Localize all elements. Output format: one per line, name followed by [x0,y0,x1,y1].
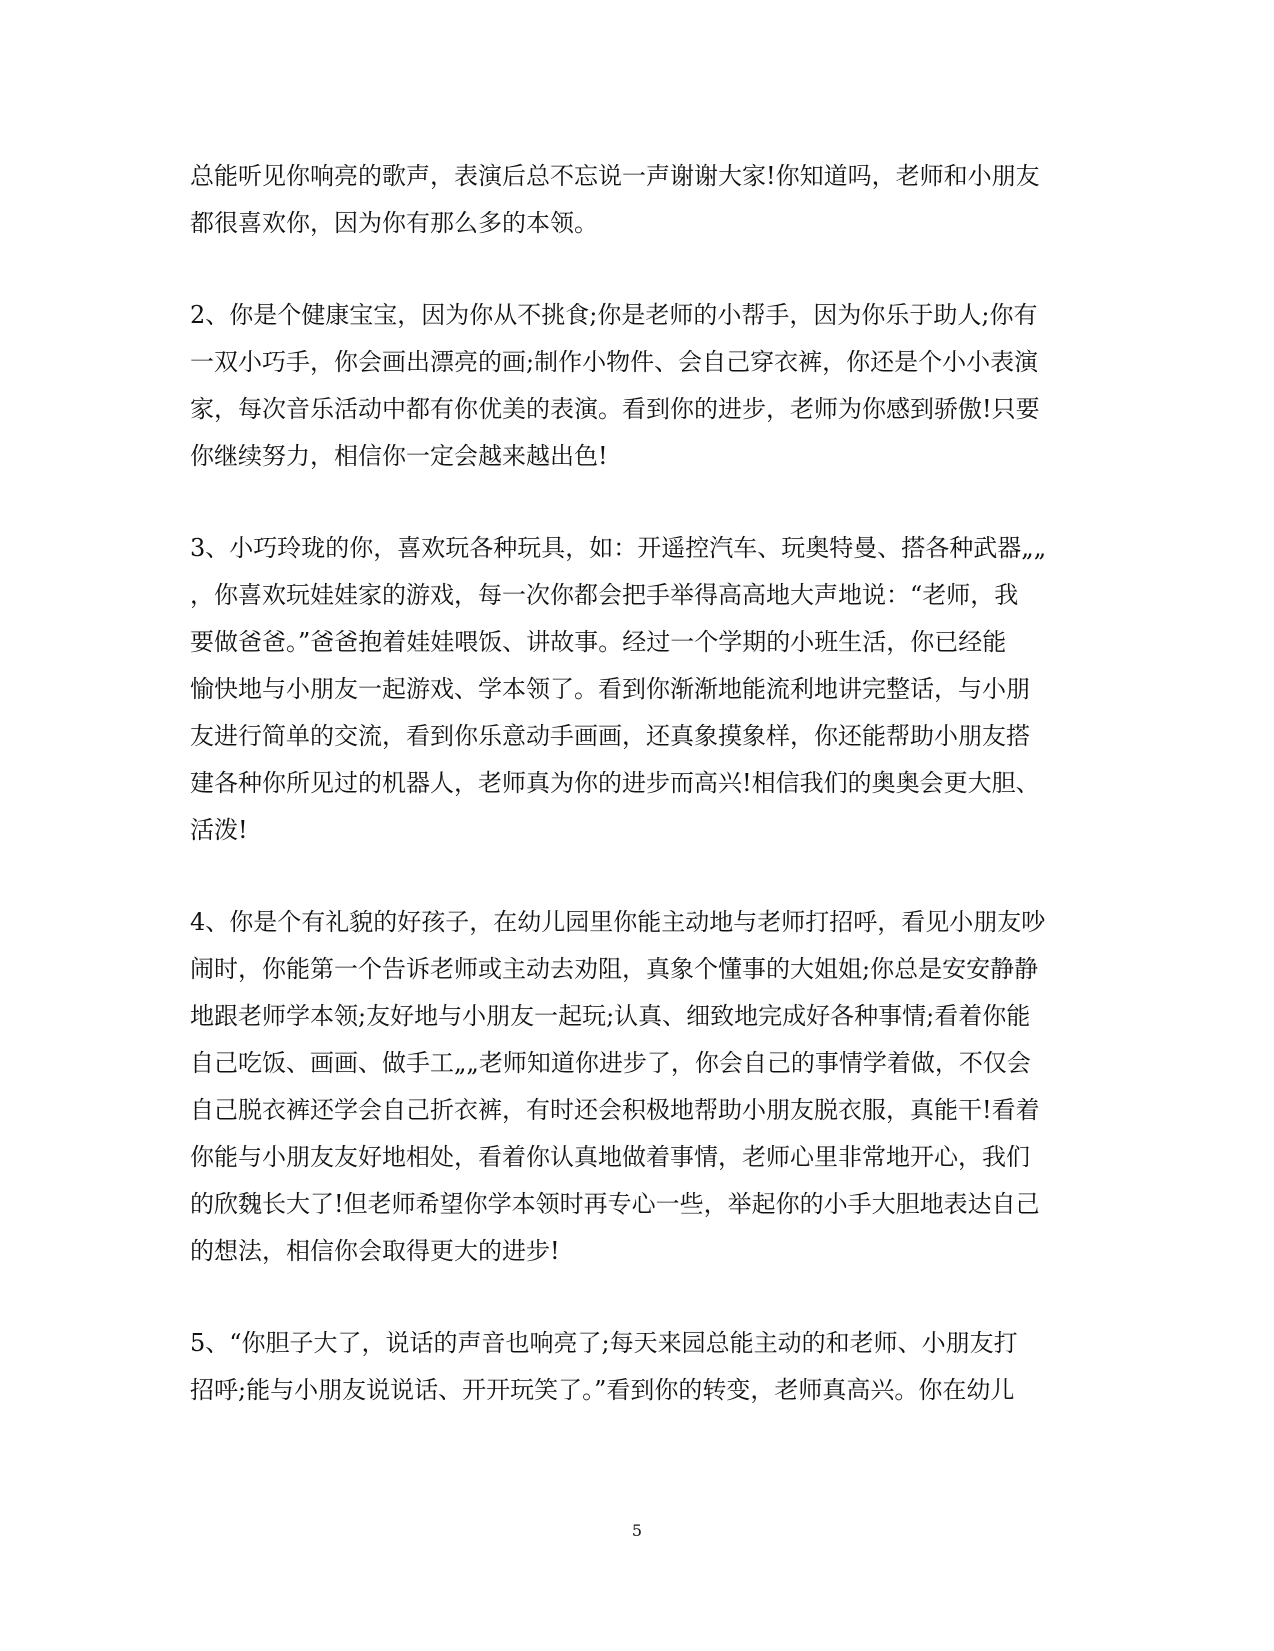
text-line: 建各种你所见过的机器人，老师真为你的进步而高兴!相信我们的奥奥会更大胆、 [190,769,1040,797]
text-line: 的欣魏长大了!但老师希望你学本领时再专心一些，举起你的小手大胆地表达自己 [190,1190,1040,1218]
text-line: 愉快地与小朋友一起游戏、学本领了。看到你渐渐地能流利地讲完整话，与小朋 [190,675,1030,703]
text-line: 都很喜欢你，因为你有那么多的本领。 [190,209,598,237]
text-line: 活泼! [190,816,248,844]
text-line: 友进行简单的交流，看到你乐意动手画画，还真象摸象样，你还能帮助小朋友搭 [190,722,1030,750]
text-line: 的想法，相信你会取得更大的进步! [190,1237,560,1265]
text-line: 地跟老师学本领;友好地与小朋友一起玩;认真、细致地完成好各种事情;看着你能 [190,1002,1031,1030]
text-line: 一双小巧手，你会画出漂亮的画;制作小物件、会自己穿衣裤，你还是个小小表演 [190,348,1039,376]
page-number: 5 [631,1521,643,1540]
text-line: ，你喜欢玩娃娃家的游戏，每一次你都会把手举得高高地大声地说：“老师，我 [190,581,1019,609]
text-line: 2、你是个健康宝宝，因为你从不挑食;你是老师的小帮手，因为你乐于助人;你有 [190,301,1038,329]
text-line: 3、小巧玲珑的你，喜欢玩各种玩具，如：开遥控汽车、玩奥特曼、搭各种武器„„ [190,534,1047,562]
text-line: 你继续努力，相信你一定会越来越出色! [190,442,608,470]
text-line: 5、“你胆子大了，说话的声音也响亮了;每天来园总能主动的和老师、小朋友打 [190,1329,1018,1357]
text-line: 要做爸爸。”爸爸抱着娃娃喂饭、讲故事。经过一个学期的小班生活，你已经能 [190,628,1007,656]
text-line: 总能听见你响亮的歌声，表演后总不忘说一声谢谢大家!你知道吗，老师和小朋友 [190,162,1040,190]
text-line: 闹时，你能第一个告诉老师或主动去劝阻，真象个懂事的大姐姐;你总是安安静静 [190,955,1039,983]
text-line: 4、你是个有礼貌的好孩子，在幼儿园里你能主动地与老师打招呼，看见小朋友吵 [190,908,1046,936]
text-line: 自己吃饭、画画、做手工„„老师知道你进步了，你会自己的事情学着做，不仅会 [190,1049,1031,1077]
text-line: 招呼;能与小朋友说说话、开开玩笑了。”看到你的转变，老师真高兴。你在幼儿 [190,1376,1015,1404]
text-line: 家，每次音乐活动中都有你优美的表演。看到你的进步，老师为你感到骄傲!只要 [190,395,1040,423]
text-line: 你能与小朋友友好地相处，看着你认真地做着事情，老师心里非常地开心，我们 [190,1143,1030,1171]
text-line: 自己脱衣裤还学会自己折衣裤，有时还会积极地帮助小朋友脱衣服，真能干!看着 [190,1096,1040,1124]
